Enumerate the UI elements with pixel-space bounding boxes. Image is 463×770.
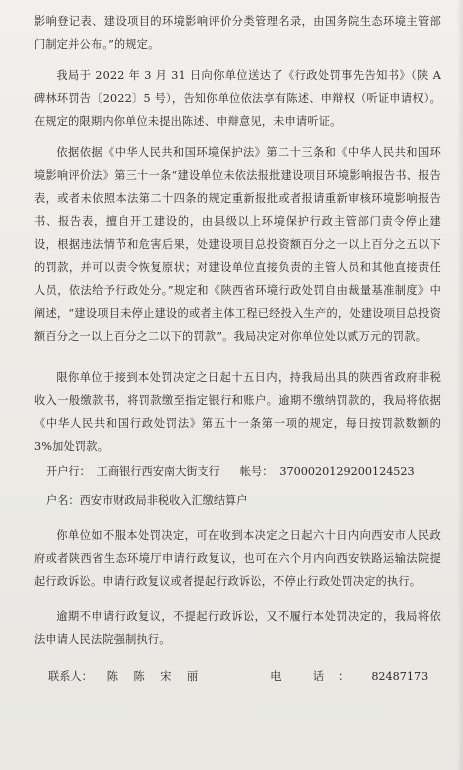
account-number: 3700020129200124523	[279, 465, 415, 478]
bank-label: 开户行：	[46, 465, 91, 478]
phone-number: 82487173	[371, 670, 429, 683]
phone-label: 电 话：	[270, 670, 364, 683]
bank-info	[34, 460, 441, 483]
bank-name: 工商银行西安南大街支行	[96, 465, 220, 478]
paragraph-notice-delivery: 我局于 2022 年 3 月 31 日向你单位送达了《行政处罚事先告知书》（陕 A 碑林环罚告〔2022〕5 号），告知你单位依法享有陈述、申辩权（听证申请权）。在规定的限期内你单位未提出陈述、申辩意见，未申请听证。	[34, 69, 441, 128]
account-label: 帐号：	[239, 465, 274, 478]
contact-label: 联系人：	[48, 670, 93, 683]
paragraph-intro-fragment: 影响登记表、建设项目的环境影响评价分类管理名录，由国务院生态环境主管部门制定并公布。”的规定。	[34, 15, 441, 51]
paragraph-payment-deadline: 限你单位于接到本处罚决定之日起十五日内，持我局出具的陕西省政府非税收入一般缴款书，将罚款缴至指定银行和账户。逾期不缴纳罚款的，我局将依据《中华人民共和国行政处罚法》第五十一条第一项的规定，每日按罚款数额的 3%加处罚款。	[34, 371, 441, 453]
contact-info	[34, 665, 441, 688]
contact-persons: 陈 陈 宋 丽	[106, 670, 205, 683]
paragraph-legal-basis: 依据依据《中华人民共和国环境保护法》第二十三条和《中华人民共和国环境影响评价法》第三十一条“建设单位未依法报批建设项目环境影响报告书、报告表，或者未依照本法第二十四条的规定重新报批或者报请重新审核环境影响报告书、报告表，擅自开工建设的，由县级以上环境保护行政主管部门责令停止建设，根据违法情节和危害后果，处建设项目总投资额百分之一以上百分之五以下的罚款，并可以责令恢复原状；对建设单位直接负责的主管人员和其他直接责任人员，依法给予行政处分。”规定和《陕西省环境行政处罚自由裁量基准制度》中阐述，“建设项目未停止建设的或者主体工程已经投入生产的，处建设项目总投资额百分之一以上百分之二以下的罚款”。我局决定对你单位处以贰万元的罚款。	[34, 146, 441, 343]
paragraph-enforcement: 逾期不申请行政复议，不提起行政诉讼，又不履行本处罚决定的，我局将依法申请人民法院强制执行。	[34, 610, 441, 646]
payee-name: 户名：西安市财政局非税收入汇缴结算户	[46, 494, 248, 507]
paragraph-appeal-rights: 你单位如不服本处罚决定，可在收到本决定之日起六十日内向西安市人民政府或者陕西省生态环境厅申请行政复议，也可在六个月内向西安铁路运输法院提起行政诉讼。申请行政复议或者提起行政诉讼，不停止行政处罚决定的执行。	[34, 529, 441, 588]
